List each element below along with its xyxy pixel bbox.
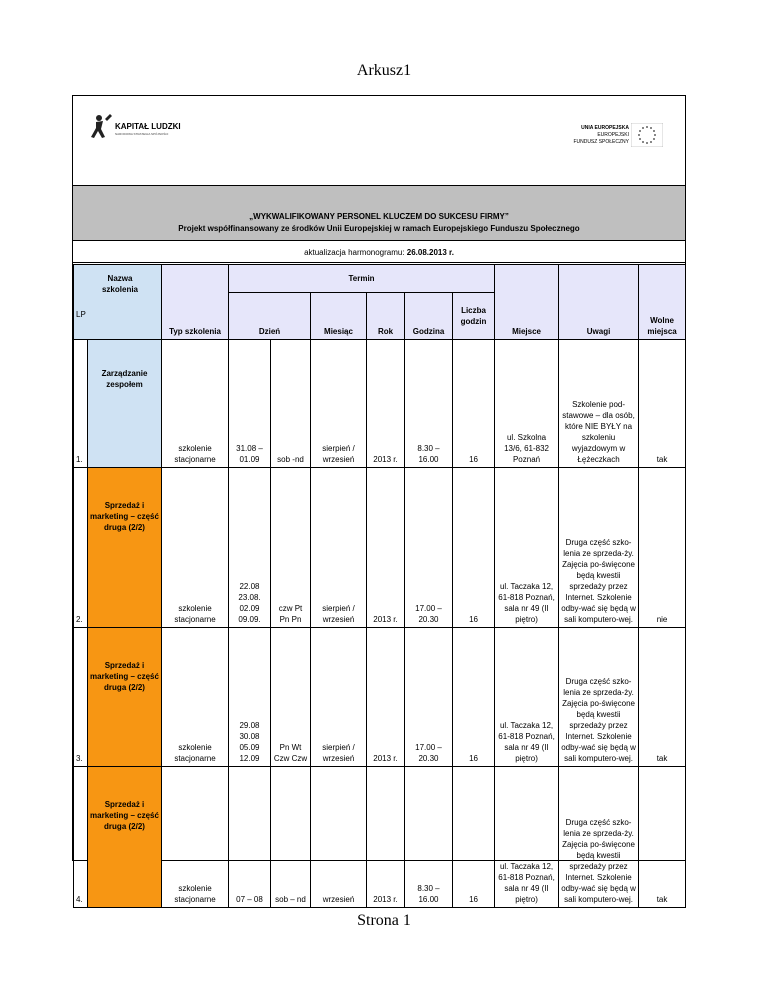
header-miesiac: Miesiąc <box>311 293 367 340</box>
row-lp: 1. <box>74 340 88 468</box>
header-dzien: Dzień <box>229 293 311 340</box>
table-row <box>74 628 686 767</box>
header-miejsce: Miejsce <box>495 265 559 340</box>
row-miesiac: wrzesień <box>311 767 367 908</box>
row-typ: szkolenie stacjonarne <box>162 628 229 767</box>
header-liczba: Liczba godzin <box>453 293 495 340</box>
row-godzina: 17.00 – 20.30 <box>405 468 453 628</box>
row-dni: 07 – 08 <box>229 767 271 908</box>
header-typ: Typ szkolenia <box>162 265 229 340</box>
header-termin: Termin <box>229 265 495 293</box>
row-wolne: nie <box>639 468 686 628</box>
row-miejsce: ul. Taczaka 12, 61-818 Poznań, sala nr 49 (II piętro) <box>495 628 559 767</box>
row-uwagi: Druga część szko-lenia ze sprzeda-ży. Zajęcia po-święcone będą kwestii sprzedaży przez Internet. Szkolenie odby-wać się będą w sali komputero-wej. <box>559 468 639 628</box>
row-wolne: tak <box>639 628 686 767</box>
row-miesiac: sierpień / wrzesień <box>311 468 367 628</box>
header-rok: Rok <box>367 293 405 340</box>
eu-line1: UNIA EUROPEJSKA <box>581 125 629 131</box>
row-nazwa: Zarządzanie zespołem <box>88 340 162 468</box>
row-miejsce: ul. Szkolna 13/6, 61-832 Poznań <box>495 340 559 468</box>
row-lp: 3. <box>74 628 88 767</box>
page-header: Arkusz1 <box>356 62 412 79</box>
row-dni: 29.08 30.08 05.09 12.09 <box>229 628 271 767</box>
row-rok: 2013 r. <box>367 340 405 468</box>
row-dni-tyg: sob -nd <box>271 340 311 468</box>
row-dni-tyg: sob – nd <box>271 767 311 908</box>
header-wolne: Wolne miejsca <box>639 265 686 340</box>
row-rok: 2013 r. <box>367 767 405 908</box>
row-dni: 22.08 23.08. 02.09 09.09. <box>229 468 271 628</box>
update-line <box>73 241 685 263</box>
row-typ: szkolenie stacjonarne <box>162 340 229 468</box>
row-wolne: tak <box>639 767 686 908</box>
banner-subtitle: Projekt współfinansowany ze środków Unii Europejskiej w ramach Europejskiego Funduszu Społecznego <box>178 224 580 233</box>
eu-flag-icon <box>631 123 663 147</box>
header-lp: LP <box>76 310 86 319</box>
page-footer: Strona 1 <box>357 912 411 929</box>
logo-left-subtitle: NARODOWA STRATEGIA SPÓJNOŚCI <box>115 132 169 136</box>
row-miejsce: ul. Taczaka 12, 61-818 Poznań, sala nr 49 (II piętro) <box>495 468 559 628</box>
banner-title: „WYKWALIFIKOWANY PERSONEL KLUCZEM DO SUKCESU FIRMY” <box>249 212 509 221</box>
row-liczba: 16 <box>453 767 495 908</box>
logo-left-title: KAPITAŁ LUDZKI <box>115 122 181 131</box>
row-uwagi: Szkolenie pod-stawowe – dla osób, które NIE BYŁY na szkoleniu wyjazdowym w Łężeczkach <box>559 340 639 468</box>
row-miesiac: sierpień / wrzesień <box>311 340 367 468</box>
row-dni-tyg: Pn Wt Czw Czw <box>271 628 311 767</box>
row-uwagi: Druga część szko-lenia ze sprzeda-ży. Zajęcia po-święcone będą kwestii sprzedaży przez Internet. Szkolenie odby-wać się będą w sali komputero-wej. <box>559 628 639 767</box>
row-nazwa: Sprzedaż i marketing – część druga (2/2) <box>88 628 162 767</box>
update-label: aktualizacja harmonogramu: <box>304 248 407 257</box>
row-rok: 2013 r. <box>367 468 405 628</box>
header-uwagi: Uwagi <box>559 265 639 340</box>
project-banner <box>73 185 685 241</box>
header-nazwa: Nazwa szkolenia <box>101 274 138 294</box>
row-godzina: 8.30 – 16.00 <box>405 767 453 908</box>
row-godzina: 8.30 – 16.00 <box>405 340 453 468</box>
row-miesiac: sierpień / wrzesień <box>311 628 367 767</box>
table-row <box>74 767 686 908</box>
update-date: 26.08.2013 r. <box>406 248 454 257</box>
row-miejsce: ul. Taczaka 12, 61-818 Poznań, sala nr 49 (II piętro) <box>495 767 559 908</box>
schedule-table <box>73 264 685 908</box>
schedule-sheet <box>72 95 686 904</box>
row-lp: 2. <box>74 468 88 628</box>
row-liczba: 16 <box>453 340 495 468</box>
row-uwagi: Druga część szko-lenia ze sprzeda-ży. Zajęcia po-święcone będą kwestii sprzedaży przez Internet. Szkolenie odby-wać się będą w sali komputero-wej. <box>559 767 639 908</box>
eu-line3: FUNDUSZ SPOŁECZNY <box>573 139 629 145</box>
row-liczba: 16 <box>453 468 495 628</box>
eu-logo <box>551 123 663 153</box>
row-godzina: 17.00 – 20.30 <box>405 628 453 767</box>
row-typ: szkolenie stacjonarne <box>162 468 229 628</box>
row-wolne: tak <box>639 340 686 468</box>
eu-line2: EUROPEJSKI <box>597 132 629 138</box>
kapital-ludzki-logo <box>91 111 183 149</box>
table-row <box>74 468 686 628</box>
row-dni: 31.08 – 01.09 <box>229 340 271 468</box>
row-liczba: 16 <box>453 628 495 767</box>
row-nazwa: Sprzedaż i marketing – część druga (2/2) <box>88 767 162 908</box>
table-row <box>74 340 686 468</box>
row-lp: 4. <box>74 767 88 908</box>
row-rok: 2013 r. <box>367 628 405 767</box>
row-dni-tyg: czw Pt Pn Pn <box>271 468 311 628</box>
row-nazwa: Sprzedaż i marketing – część druga (2/2) <box>88 468 162 628</box>
row-typ: szkolenie stacjonarne <box>162 767 229 908</box>
header-nazwa-block <box>74 265 162 340</box>
header-godzina: Godzina <box>405 293 453 340</box>
